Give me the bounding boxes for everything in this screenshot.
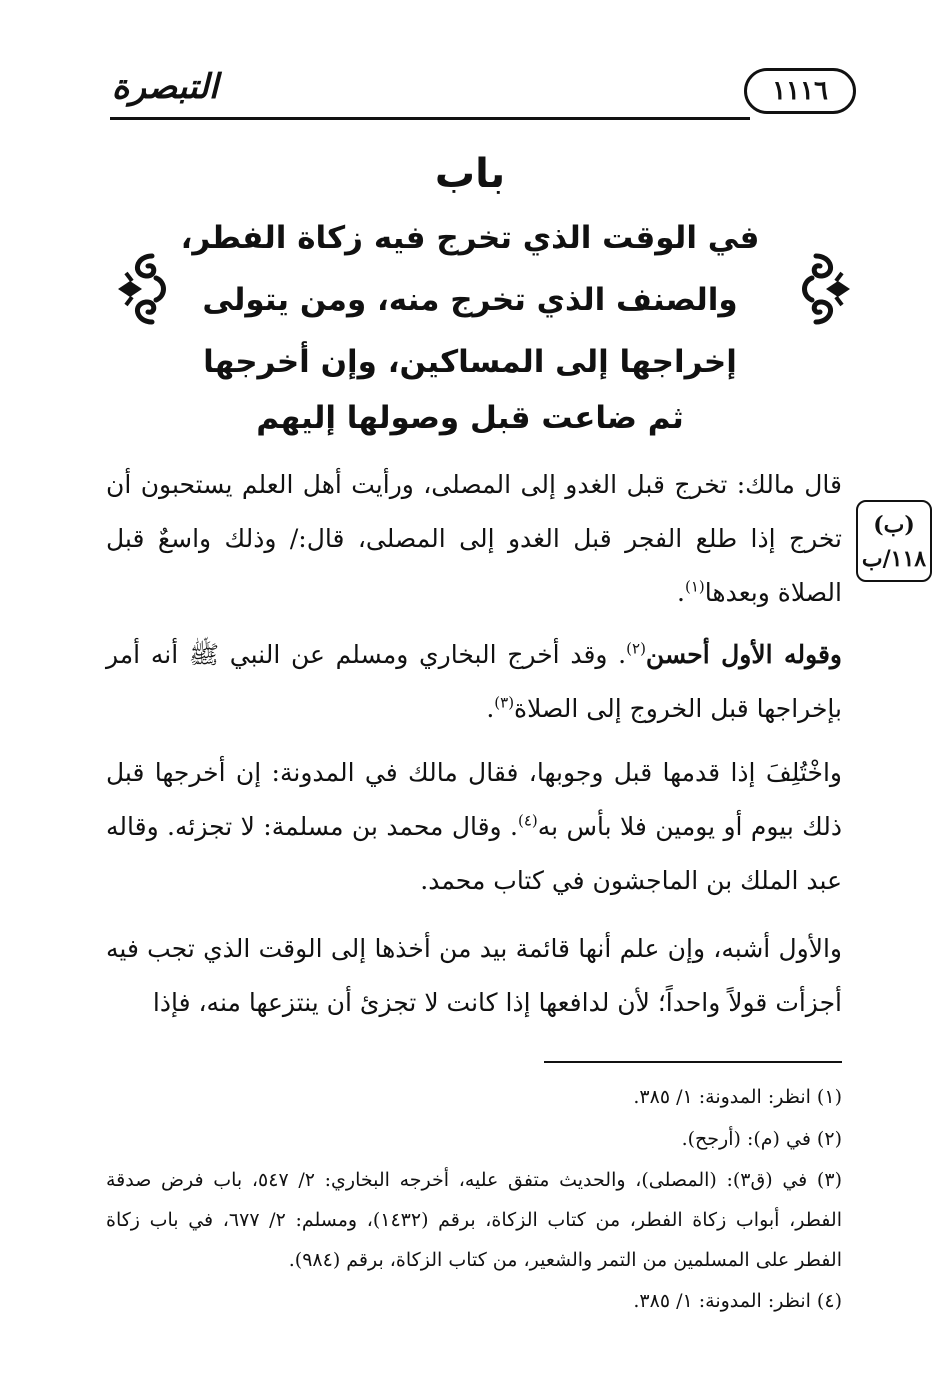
footnote-ref[interactable]: (٤) xyxy=(517,811,538,830)
manuscript-folio-note xyxy=(856,500,932,582)
body-paragraph xyxy=(106,628,842,736)
footnote-item: (١) انظر: المدونة: ١/ ٣٨٥. xyxy=(633,1086,842,1108)
footnote-item: (٢) في (م): (أرجح). xyxy=(681,1128,842,1150)
paragraph-text-rest: . وقال محمد بن مسلمة: لا تجزئه. وقاله عبد الملك بن الماجشون في كتاب محمد. xyxy=(106,812,842,895)
paragraph-lead: وقوله الأول أحسن xyxy=(645,640,843,669)
chapter-title-line: في الوقت الذي تخرج فيه زكاة الفطر، xyxy=(180,220,760,256)
body-paragraph xyxy=(106,922,842,1030)
ornament-right-icon xyxy=(790,248,856,330)
body-paragraph xyxy=(106,746,842,908)
ornament-left-icon xyxy=(112,248,178,330)
page-header xyxy=(0,0,938,130)
body-paragraph xyxy=(106,458,842,620)
folio-note-line: (ب) xyxy=(873,512,915,538)
folio-note-line: ١١٨/ب xyxy=(861,546,927,572)
header-rule xyxy=(110,117,750,120)
footnote-item: (٣) في (ق٣): (المصلى)، والحديث متفق عليه، أخرجه البخاري: ٢/ ٥٤٧، باب فرض صدقة الفطر، أبواب زكاة الفطر، من كتاب الزكاة، برقم (١٤٣٢)، ومسلم: ٢/ ٦٧٧، في باب زكاة الفطر على المسلمين من التمر والشعير، من كتاب الزكاة، برقم (٩٨٤). xyxy=(106,1169,842,1271)
chapter-heading-bab: باب xyxy=(434,151,506,197)
paragraph-text: . وقد أخرج البخاري ومسلم عن النبي ﷺ أنه أمر بإخراجها قبل الخروج إلى الصلاة xyxy=(106,640,842,723)
chapter-title-line: إخراجها إلى المساكين، وإن أخرجها xyxy=(203,344,737,380)
footnote-ref[interactable]: (١) xyxy=(684,577,705,596)
paragraph-text: والأول أشبه، وإن علم أنها قائمة بيد من أخذها إلى الوقت الذي تجب فيه أجزأت قولاً واحداً؛ لأن لدافعها إذا كانت لا تجزئ أن ينتزعها منه، فإذا xyxy=(106,934,842,1017)
paragraph-end: . xyxy=(486,694,495,723)
footnote-ref[interactable]: (٣) xyxy=(494,693,515,712)
chapter-title-line: ثم ضاعت قبل وصولها إليهم xyxy=(256,400,684,436)
footnote-separator xyxy=(544,1061,842,1063)
paragraph-text: واخْتُلِفَ إذا قدمها قبل وجوبها، فقال مالك في المدونة: إن أخرجها قبل ذلك بيوم أو يومين فلا بأس به xyxy=(106,758,843,841)
book-title: التبصرة xyxy=(111,67,219,107)
footnote-ref[interactable]: (٢) xyxy=(626,639,646,658)
footnotes xyxy=(106,1076,842,1322)
paragraph-text: قال مالك: تخرج قبل الغدو إلى المصلى، ورأيت أهل العلم يستحبون أن تخرج إذا طلع الفجر قبل الغدو إلى المصلى، قال:/ وذلك واسعٌ قبل الصلاة وبعدها xyxy=(106,470,842,607)
chapter-title-line: والصنف الذي تخرج منه، ومن يتولى xyxy=(202,282,738,318)
page-number: ١١١٦ xyxy=(744,68,856,114)
footnote-item: (٤) انظر: المدونة: ١/ ٣٨٥. xyxy=(633,1290,842,1312)
paragraph-end: . xyxy=(677,578,685,607)
